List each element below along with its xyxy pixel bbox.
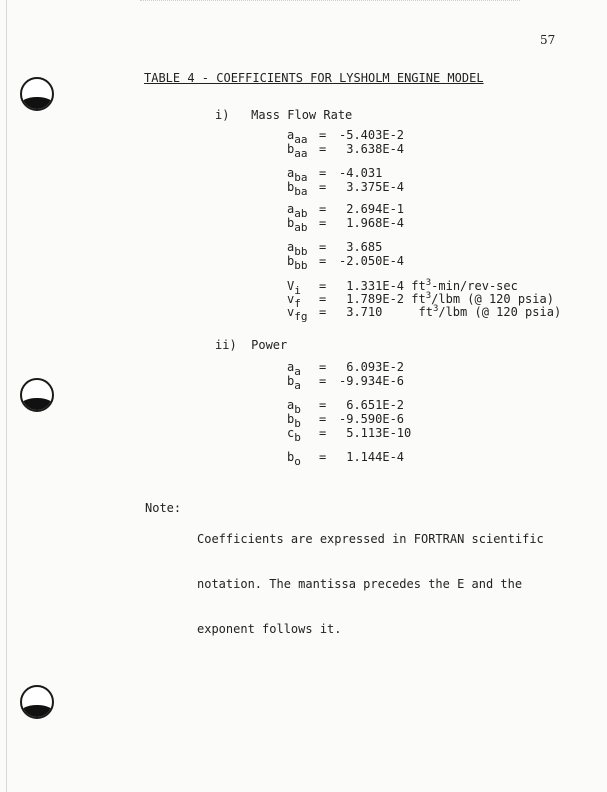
coefficient-row [287,450,405,468]
coefficient-subscript: bb [294,259,308,272]
top-edge-artifact [140,0,520,2]
equals-sign: = [319,426,327,440]
coefficient-row [287,412,405,430]
note-label: Note: [145,501,182,515]
section-heading-power: ii) Power [215,338,288,352]
equals-sign: = [319,180,327,194]
coefficient-subscript: o [294,455,301,468]
coefficient-unit: $ft^3$/lbm (@ 120 psia) [404,291,554,306]
coefficient-subscript: aa [294,147,308,160]
equals-sign: = [319,398,327,412]
page-number: 57 [540,33,556,47]
coefficient-row [287,180,405,198]
equals-sign: = [319,279,327,293]
coefficient-row [287,240,383,258]
coefficient-value: 3.638E-4 [339,142,405,156]
binder-hole-icon [20,77,54,111]
coefficient-subscript: f [294,297,301,310]
note-line: exponent follows it. [197,622,342,636]
coefficient-subscript: a [294,379,301,392]
coefficient-symbol: vfg [287,305,308,323]
coefficient-symbol: abb [287,240,308,258]
binder-hole-icon [20,378,54,412]
coefficient-row [287,426,412,444]
coefficient-row [287,254,405,272]
binder-hole-icon [20,685,54,719]
coefficient-value: 2.694E-1 [339,202,405,216]
coefficient-value: 1.331E-4 [339,279,405,293]
coefficient-symbol: bab [287,216,308,234]
coefficient-value: 1.968E-4 [339,216,405,230]
coefficient-subscript: ab [294,207,308,220]
coefficient-subscript: ab [294,221,308,234]
note-body [197,502,544,667]
coefficient-subscript: bb [294,245,308,258]
coefficient-value: -5.403E-2 [339,128,405,142]
coefficient-symbol: aba [287,166,308,184]
coefficient-subscript: i [294,284,301,297]
coefficient-value: 1.144E-4 [339,450,405,464]
coefficient-row [287,360,405,378]
equals-sign: = [319,142,327,156]
coefficient-value: 1.789E-2 [339,292,405,306]
equals-sign: = [319,166,327,180]
coefficient-value: 3.375E-4 [339,180,405,194]
coefficient-value: 3.685 [339,240,383,254]
coefficient-subscript: aa [294,133,308,146]
coefficient-row [287,128,405,146]
coefficient-row [287,202,405,220]
equals-sign: = [319,216,327,230]
coefficient-value: 5.113E-10 [339,426,412,440]
coefficient-value: -9.934E-6 [339,374,405,388]
coefficient-value: -4.031 [339,166,383,180]
equals-sign: = [319,374,327,388]
coefficient-value: 3.710 [339,305,383,319]
coefficient-row [287,374,405,392]
coefficient-symbol: vf [287,292,301,310]
coefficient-symbol: ab [287,398,301,416]
coefficient-row [287,166,383,184]
coefficient-value: 6.093E-2 [339,360,405,374]
equals-sign: = [319,412,327,426]
equals-sign: = [319,254,327,268]
coefficient-subscript: b [294,431,301,444]
coefficient-symbol: Vi [287,279,301,297]
coefficient-subscript: ba [294,185,308,198]
coefficient-symbol: bba [287,180,308,198]
coefficient-symbol: cb [287,426,301,444]
equals-sign: = [319,292,327,306]
coefficient-subscript: a [294,365,301,378]
coefficient-value: 6.651E-2 [339,398,405,412]
coefficient-unit: $ft^3$/lbm (@ 120 psia) [382,304,562,319]
equals-sign: = [319,450,327,464]
coefficient-symbol: ba [287,374,301,392]
equals-sign: = [319,128,327,142]
equals-sign: = [319,305,327,319]
note-line: notation. The mantissa precedes the E and the [197,577,523,591]
coefficient-subscript: b [294,417,301,430]
coefficient-symbol: bbb [287,254,308,272]
note-line: Coefficients are expressed in FORTRAN scientific [197,532,544,546]
section-heading-mass-flow: i) Mass Flow Rate [215,108,353,122]
coefficient-row [287,304,562,323]
coefficient-symbol: bb [287,412,301,430]
coefficient-symbol: aa [287,360,301,378]
coefficient-subscript: ba [294,171,308,184]
coefficient-symbol: bo [287,450,301,468]
coefficient-value: -9.590E-6 [339,412,405,426]
equals-sign: = [319,360,327,374]
equals-sign: = [319,240,327,254]
coefficient-symbol: aab [287,202,308,220]
page-left-edge [6,0,7,792]
coefficient-unit: $ft^3-\min/rev-\sec$ [404,278,518,293]
coefficient-value: -2.050E-4 [339,254,405,268]
coefficient-row [287,216,405,234]
coefficient-subscript: fg [294,310,308,323]
equals-sign: = [319,202,327,216]
coefficient-row [287,142,405,160]
coefficient-symbol: baa [287,142,308,160]
coefficient-row [287,398,405,416]
coefficient-subscript: b [294,403,301,416]
coefficient-symbol: aaa [287,128,308,146]
table-title: TABLE 4 - COEFFICIENTS FOR LYSHOLM ENGINE MODEL [144,71,484,85]
